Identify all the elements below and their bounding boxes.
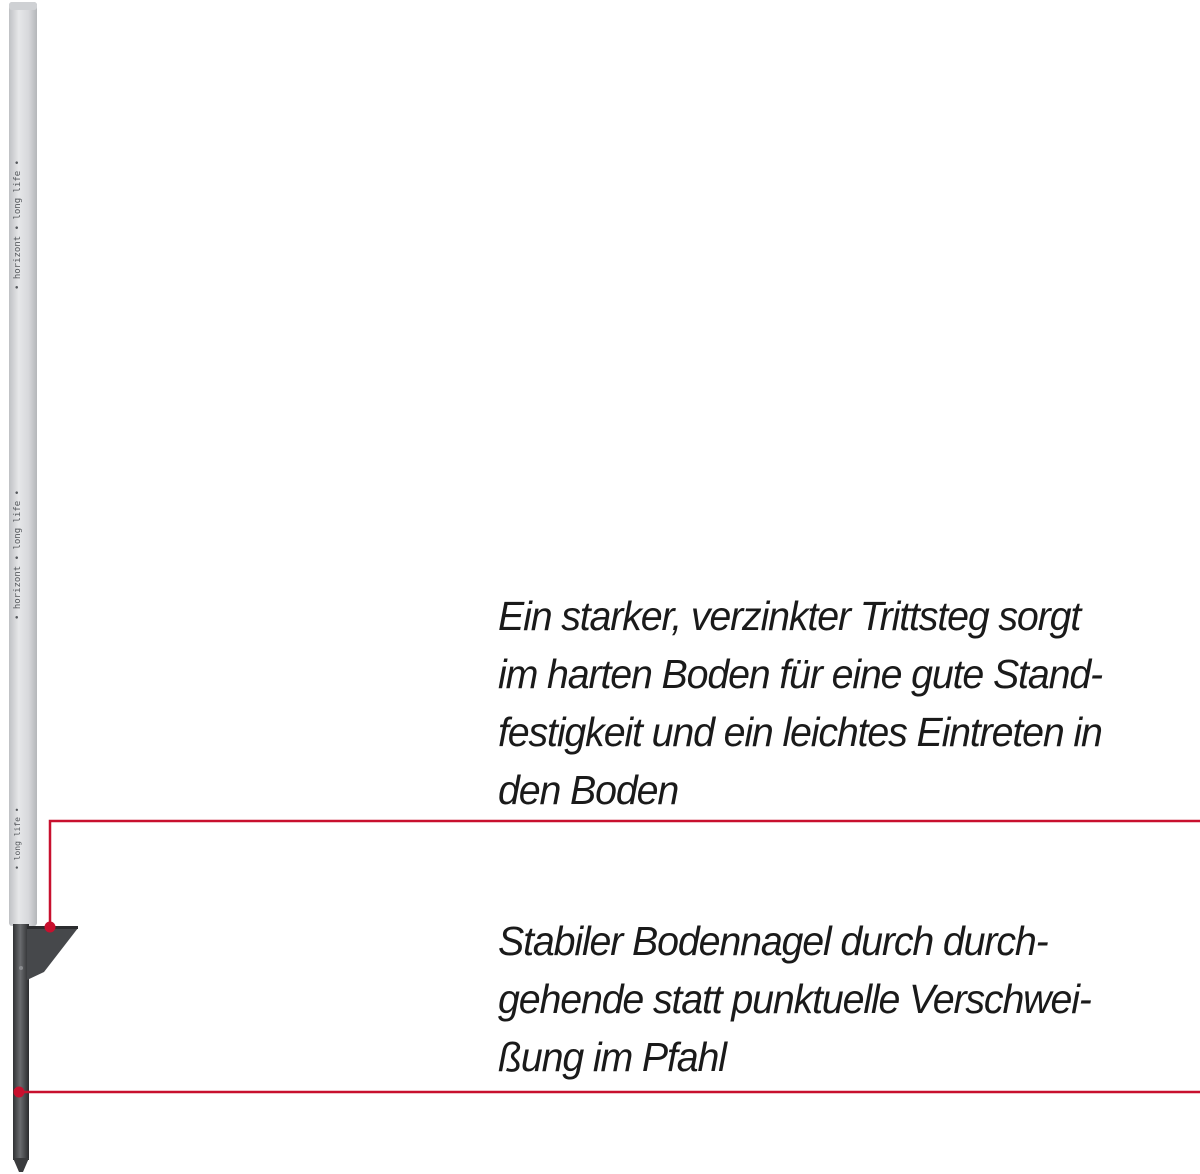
spike-leader-dot bbox=[14, 1087, 25, 1098]
fence-post bbox=[9, 2, 37, 926]
step-callout-line: den Boden bbox=[498, 767, 679, 813]
post-print-lower: • long life • bbox=[13, 807, 22, 870]
spike-callout-line: gehende statt punktuelle Verschwei- bbox=[498, 976, 1091, 1022]
step-plate bbox=[27, 928, 78, 980]
spike-rivet bbox=[19, 966, 23, 970]
spike-callout bbox=[498, 912, 1091, 1086]
spike-shaft bbox=[13, 924, 29, 1160]
post-print-middle: • horizont • long life • bbox=[13, 489, 23, 620]
step-callout-line: festigkeit und ein leichtes Eintreten in bbox=[498, 709, 1102, 755]
ground-spike bbox=[13, 924, 78, 1172]
step-callout-line: Ein starker, verzinkter Trittsteg sorgt bbox=[498, 593, 1081, 639]
spike-leader bbox=[14, 1087, 1200, 1098]
step-leader-dot bbox=[45, 922, 56, 933]
post-body bbox=[9, 2, 37, 926]
post-print-upper: • horizont • long life • bbox=[13, 159, 23, 290]
step-callout bbox=[498, 587, 1102, 819]
spike-tip bbox=[13, 1158, 29, 1172]
spike-callout-line: ßung im Pfahl bbox=[498, 1034, 726, 1080]
post-top-cap bbox=[9, 2, 37, 10]
spike-callout-line: Stabiler Bodennagel durch durch- bbox=[498, 918, 1048, 964]
step-callout-line: im harten Boden für eine gute Stand- bbox=[498, 651, 1103, 697]
